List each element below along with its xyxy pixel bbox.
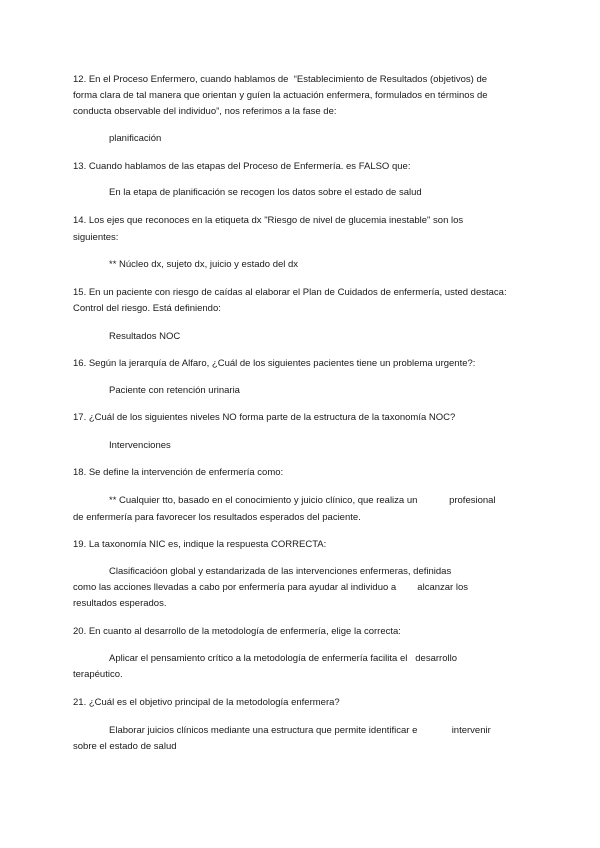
question-15-line-2: Control del riesgo. Está definiendo: bbox=[73, 303, 221, 314]
question-14-line-1: 14. Los ejes que reconoces en la etiqueta dx "Riesgo de nivel de glucemia inestable" son los bbox=[73, 215, 464, 226]
question-17: 17. ¿Cuál de los siguientes niveles NO forma parte de la estructura de la taxonomía NOC? bbox=[73, 412, 456, 423]
answer-19-line-1: Clasificacióon global y estandarizada de las intervenciones enfermeras, definidas bbox=[109, 566, 452, 577]
answer-13: En la etapa de planificación se recogen los datos sobre el estado de salud bbox=[109, 187, 422, 198]
question-12-line-3: conducta observable del individuo”, nos referimos a la fase de: bbox=[73, 106, 337, 117]
question-15-line-1: 15. En un paciente con riesgo de caídas al elaborar el Plan de Cuidados de enfermería, usted destaca: bbox=[73, 287, 507, 298]
question-16: 16. Según la jerarquía de Alfaro, ¿Cuál de los siguientes pacientes tiene un problema urgente?: bbox=[73, 358, 476, 369]
question-12-line-2: forma clara de tal manera que orientan y guíen la actuación enfermera, formulados en términos de bbox=[73, 90, 488, 101]
answer-21-line-1: Elaborar juicios clínicos mediante una estructura que permite identificar e intervenir bbox=[109, 725, 491, 736]
answer-15: Resultados NOC bbox=[109, 331, 181, 342]
answer-20-line-1: Aplicar el pensamiento crítico a la metodología de enfermería facilita el desarrollo bbox=[109, 653, 457, 664]
question-14-line-2: siguientes: bbox=[73, 232, 119, 243]
answer-19-line-2: como las acciones llevadas a cabo por enfermería para ayudar al individuo a alcanzar los bbox=[73, 582, 468, 593]
answer-16: Paciente con retención urinaria bbox=[109, 385, 240, 396]
answer-20-line-2: terapéutico. bbox=[73, 669, 123, 680]
question-21: 21. ¿Cuál es el objetivo principal de la metodología enfermera? bbox=[73, 697, 340, 708]
answer-14: ** Núcleo dx, sujeto dx, juicio y estado del dx bbox=[109, 259, 299, 270]
question-13: 13. Cuando hablamos de las etapas del Proceso de Enfermería. es FALSO que: bbox=[73, 161, 411, 172]
answer-18-line-1: ** Cualquier tto, basado en el conocimiento y juicio clínico, que realiza un profesional bbox=[109, 495, 496, 506]
question-18: 18. Se define la intervención de enfermería como: bbox=[73, 467, 284, 478]
answer-21-line-2: sobre el estado de salud bbox=[73, 741, 177, 752]
answer-18-line-2: de enfermería para favorecer los resultados esperados del paciente. bbox=[73, 512, 361, 523]
answer-12: planificación bbox=[109, 133, 162, 144]
answer-17: Intervenciones bbox=[109, 440, 171, 451]
question-12-line-1: 12. En el Proceso Enfermero, cuando hablamos de “Establecimiento de Resultados (objetivos) de bbox=[73, 74, 488, 85]
question-20: 20. En cuanto al desarrollo de la metodología de enfermería, elige la correcta: bbox=[73, 626, 401, 637]
answer-19-line-3: resultados esperados. bbox=[73, 598, 167, 609]
question-19: 19. La taxonomía NIC es, indique la respuesta CORRECTA: bbox=[73, 539, 327, 550]
